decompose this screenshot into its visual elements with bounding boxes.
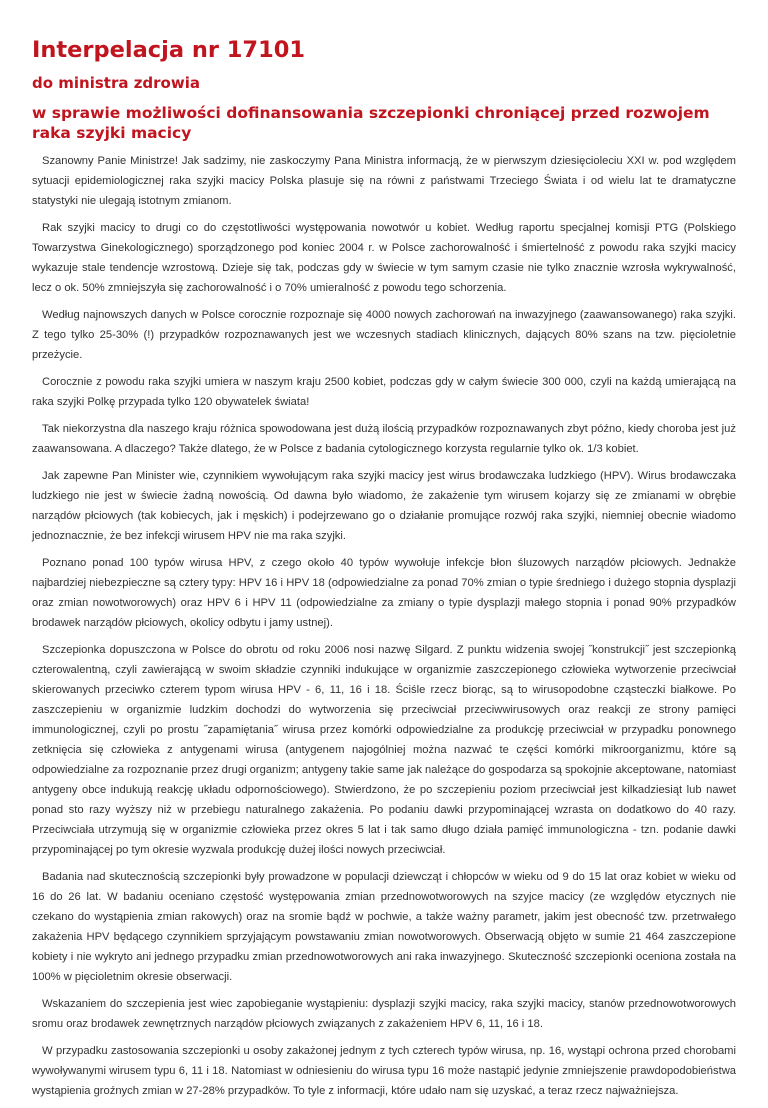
paragraph-2: Rak szyjki macicy to drugi co do częstotliwości występowania nowotwór u kobiet. Według raportu specjalnej komisji PTG (Polskiego Towarzystwa Ginekologicznego) sporządzonego pod koniec 2004 r. w Polsce zachorowalność i śmiertelność z powodu raka szyjki macicy wykazuje stale tendencje wzrostową. Dzieje się tak, podczas gdy w świecie w tym samym czasie nie tylko znacznie wzrosła wykrywalność, lecz o ok. 50% zmniejszyła się zachorowalność i o 70% umieralność z powodu tego schorzenia. — [32, 222, 736, 294]
document-body — [32, 151, 736, 1101]
document-page — [32, 36, 736, 1108]
paragraph-3: Według najnowszych danych w Polsce corocznie rozpoznaje się 4000 nowych zachorowań na inwazyjnego (zaawansowanego) raka szyjki. Z tego tylko 25-30% (!) przypadków rozpoznawanych jest we wczesnych stadiach klinicznych, dających 80% szans na tzw. pięcioletnie przeżycie. — [32, 309, 736, 361]
paragraph-5: Tak niekorzystna dla naszego kraju różnica spowodowana jest dużą ilością przypadków rozpoznawanych zbyt późno, kiedy choroba jest już zaawansowana. A dlaczego? Także dlatego, że w Polsce z badania cytologicznego korzysta regularnie tylko ok. 1/3 kobiet. — [32, 423, 736, 455]
paragraph-4: Corocznie z powodu raka szyjki umiera w naszym kraju 2500 kobiet, podczas gdy w całym świecie 300 000, czyli na każdą umierającą na raka szyjki Polkę przypada tylko 120 obywatelek świata! — [32, 376, 736, 408]
paragraph-10: Wskazaniem do szczepienia jest wiec zapobieganie wystąpieniu: dysplazji szyjki macicy, raka szyjki macicy, stanów przednowotworowych sromu oraz brodawek zewnętrznych narządów płciowych związanych z zakażeniem HPV 6, 11, 16 i 18. — [32, 998, 736, 1030]
paragraph-7: Poznano ponad 100 typów wirusa HPV, z czego około 40 typów wywołuje infekcje błon śluzowych narządów płciowych. Jednakże najbardziej niebezpieczne są cztery typy: HPV 16 i HPV 18 (odpowiedzialne za ponad 70% zmian o typie średniego i dużego stopnia dysplazji oraz zmian nowotworowych) oraz HPV 6 i HPV 11 (odpowiedzialne za zmiany o typie dysplazji małego stopnia i ponad 90% przypadków brodawek narządów płciowych, okolicy odbytu i jamy ustnej). — [32, 557, 736, 629]
paragraph-6: Jak zapewne Pan Minister wie, czynnikiem wywołującym raka szyjki macicy jest wirus brodawczaka ludzkiego (HPV). Wirus brodawczaka ludzkiego nie jest w świecie żadną nowością. Od dawna było wiadomo, że zakażenie tym wirusem kojarzy się ze zmianami w obrębie narządów płciowych (tak kobiecych, jak i męskich) i podejrzewano go o działanie promujące rozwój raka szyjki, niemniej obecnie wiadomo jednoznacznie, że bez infekcji wirusem HPV nie ma raka szyjki. — [32, 470, 736, 542]
paragraph-11: W przypadku zastosowania szczepionki u osoby zakażonej jednym z tych czterech typów wirusa, np. 16, wystąpi ochrona przed chorobami wywoływanymi wirusem typu 6, 11 i 18. Natomiast w odniesieniu do wirusa typu 16 może nastąpić jedynie zmniejszenie prawdopodobieństwa wystąpienia groźnych zmian w 27-28% przypadków. To tyle z informacji, które udało nam się uzyskać, a teraz rzecz najważniejsza. — [32, 1045, 736, 1097]
paragraph-9: Badania nad skutecznością szczepionki były prowadzone w populacji dziewcząt i chłopców w wieku od 9 do 15 lat oraz kobiet w wieku od 16 do 26 lat. W badaniu oceniano częstość występowania zmian przednowotworowych na szyjce macicy (ze względów etycznych nie czekano do wystąpienia zmian rakowych) oraz na sromie bądź w pochwie, a także ważny parametr, jakim jest obecność tzw. przetrwałego zakażenia HPV będącego czynnikiem sprzyjającym powstawaniu zmian nowotworowych. Obserwacją objęto w sumie 21 464 zaszczepione kobiety i nie wykryto ani jednego przypadku zmian przednowotworowych ani raka inwazyjnego. Skuteczność szczepionki oceniona została na 100% w pięcioletnim okresie obserwacji. — [32, 871, 736, 983]
addressee-heading: do ministra zdrowia — [32, 74, 200, 92]
paragraph-1: Szanowny Panie Ministrze! Jak sadzimy, nie zaskoczymy Pana Ministra informacją, że w pierwszym dziesięcioleciu XXI w. pod względem sytuacji epidemiologicznej raka szyjki macicy Polska plasuje się na równi z państwami Trzeciego Świata i od wielu lat te dramatyczne statystyki nie ulegają istotnym zmianom. — [32, 155, 736, 207]
subject-heading: w sprawie możliwości dofinansowania szczepionki chroniącej przed rozwojem raka szyjki macicy — [32, 104, 710, 142]
paragraph-8: Szczepionka dopuszczona w Polsce do obrotu od roku 2006 nosi nazwę Silgard. Z punktu widzenia swojej ˝konstrukcji˝ jest szczepionką czterowalentną, czyli zawierającą w swoim składzie czynniki indukujące w organizmie zaszczepionego człowieka wytworzenie przeciwciał skierowanych przeciwko czterem typom wirusa HPV - 6, 11, 16 i 18. Ściśle rzecz biorąc, są to wirusopodobne cząsteczki białkowe. Po zaszczepieniu w organizmie ludzkim dochodzi do wytworzenia się przeciwciał przeciwwirusowych oraz reakcji ze strony pamięci immunologicznej, czyli po prostu ˝zapamiętania˝ wirusa przez komórki odpowiedzialne za produkcję przeciwciał w przypadku ponownego zetknięcia się człowieka z antygenami wirusa (antygenem najogólniej można nazwać te części komórki mikroorganizmu, które są odpowiedzialne za rozpoznanie przez drugi organizm; antygeny takie same jak należące do gospodarza są spokojnie akceptowane, natomiast antygeny obce indukują reakcję układu odpornościowego). Stwierdzono, że po szczepieniu poziom przeciwciał jest kilkadziesiąt lub nawet ponad sto razy wyższy niż w przebiegu naturalnego zakażenia. Po podaniu dawki przypominającej wzrasta on dodatkowo do 40 razy. Przeciwciała utrzymują się w organizmie człowieka przez okres 5 lat i tak samo długo działa pamięć immunologiczna - tzn. podanie dawki przypominającej po tym okresie wyzwala produkcję dużej ilości nowych przeciwciał. — [32, 644, 736, 856]
page-title: Interpelacja nr 17101 — [32, 37, 306, 63]
